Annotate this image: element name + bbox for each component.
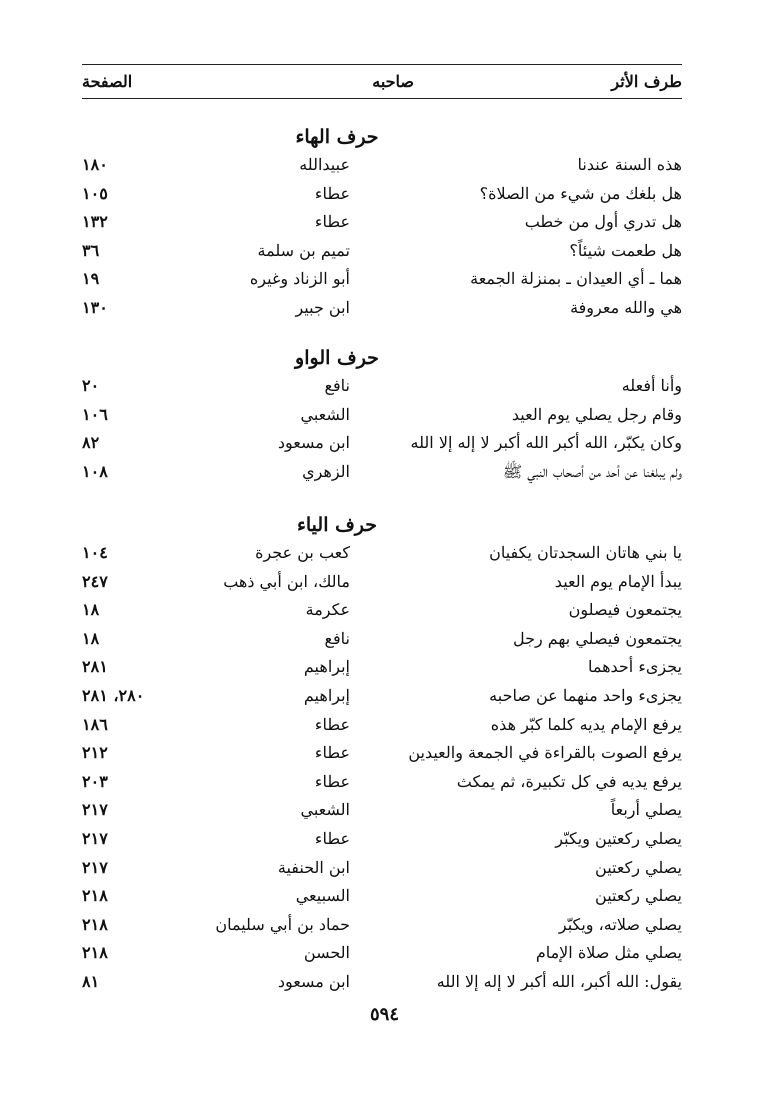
index-row [82,855,682,884]
row-name: الزهري [302,461,350,481]
section-haa [82,122,682,324]
row-name: إبراهيم [303,657,350,677]
row-text: وأنا أفعله [621,376,682,395]
index-row [82,683,682,712]
index-row [82,797,682,826]
header-trf-label: طرف الأثر [611,72,682,91]
index-row [82,402,682,431]
row-text: هي والله معروفة [570,297,682,317]
row-name: كعب بن عجرة [255,543,350,562]
row-text: يجتمعون فيصلي بهم رجل [512,628,682,648]
table-header [82,66,682,98]
row-text: ولم يبلغنا عن أحد من أصحاب النبي ﷺ [502,461,682,481]
row-text: هل طعمت شيئاً؟ [569,240,682,260]
row-text: يصلي ركعتين [595,857,682,877]
row-text: يجزىء أحدهما [587,657,682,677]
row-page: ١٨ [82,600,100,620]
row-text: يبدأ الإمام يوم العيد [554,571,682,591]
row-name: الشعبي [300,404,350,424]
row-page: ٢١٨ [82,943,108,963]
row-page: ٢١٢ [82,743,108,763]
row-page: ١٠٦ [82,404,108,424]
row-name: عطاء [314,183,350,203]
row-name: ابن الحنفية [277,857,350,877]
row-text: وقام رجل يصلي يوم العيد [511,404,682,424]
index-row [82,430,682,459]
section-title: حرف الواو [295,347,379,369]
row-page: ٢١٧ [82,857,108,877]
row-name: نافع [324,628,350,648]
row-page: ٣٦ [82,240,100,260]
row-text: هل تدري أول من خطب [524,212,682,232]
index-row [82,940,682,969]
row-page: ١٣٢ [82,212,108,232]
row-page: ٢١٨ [82,886,108,906]
row-page: ٢٠٣ [82,771,108,791]
index-row [82,626,682,655]
section-title: حرف الياء [296,514,378,536]
row-name: حماد بن أبي سليمان [215,914,350,934]
row-text: هما ـ أي العيدان ـ بمنزلة الجمعة [470,269,682,289]
row-page: ٢٨١ [82,657,108,677]
row-text: هل بلغك من شيء من الصلاة؟ [479,183,682,203]
row-page: ٢٨٠، ٢٨١ [82,685,145,705]
row-name: عطاء [314,771,350,791]
header-sahib-label: صاحبه [372,72,414,91]
row-name: مالك، ابن أبي ذهب [223,571,350,591]
row-page: ٢١٨ [82,914,108,934]
header-bottom-rule [82,98,682,99]
index-row [82,540,682,569]
row-text: يصلي ركعتين ويكبّر [555,828,682,848]
row-page: ١٨ [82,628,100,648]
row-text: يقول: الله أكبر، الله أكبر لا إله إلا الله [436,971,682,991]
row-page: ٨١ [82,971,100,991]
index-row [82,459,682,488]
index-row [82,569,682,598]
row-name: ابن مسعود [277,433,350,453]
row-text: يصلي ركعتين [595,886,682,906]
row-name: أبو الزناد وغيره [249,269,350,289]
row-page: ١٨٦ [82,714,108,734]
section-yaa [82,510,682,998]
row-text: يرفع الصوت بالقراءة في الجمعة والعيدين [408,743,682,763]
index-row [82,654,682,683]
row-name: ابن مسعود [277,971,350,991]
row-page: ١٩ [82,269,100,289]
row-name: نافع [324,376,350,395]
index-row [82,740,682,769]
row-text: يصلي مثل صلاة الإمام [535,943,682,963]
index-row [82,969,682,998]
row-name: الشعبي [300,800,350,820]
row-page: ١٨٠ [82,155,108,174]
row-name: عطاء [314,714,350,734]
row-text: يرفع الإمام يديه كلما كبّر هذه [490,714,682,734]
index-row [82,181,682,210]
header-page-label: الصفحة [82,72,133,91]
row-name: تميم بن سلمة [257,240,350,260]
row-text: هذه السنة عندنا [577,155,682,174]
header-top-rule [82,64,682,65]
row-name: عبيدالله [299,155,350,174]
row-page: ٢١٧ [82,828,108,848]
row-name: ابن جبير [295,297,350,317]
row-page: ٢١٧ [82,800,108,820]
index-row [82,295,682,324]
row-name: عطاء [314,828,350,848]
row-page: ١٣٠ [82,297,108,317]
row-name: إبراهيم [303,685,350,705]
row-text: وكان يكبّر، الله أكبر الله أكبر لا إله إلا الله [410,433,682,453]
row-page: ١٠٨ [82,461,108,481]
section-waw [82,343,682,487]
row-text: يا بني هاتان السجدتان يكفيان [489,543,682,562]
row-text: يرفع يديه في كل تكبيرة، ثم يمكث [456,771,682,791]
section-title: حرف الهاء [295,126,379,148]
row-text: يجتمعون فيصلون [568,600,682,620]
row-text: يصلي صلاته، ويكبّر [558,914,682,934]
row-page: ١٠٤ [82,543,108,562]
index-row [82,597,682,626]
index-row [82,209,682,238]
index-row [82,266,682,295]
index-row [82,769,682,798]
index-row [82,712,682,741]
index-row [82,826,682,855]
row-name: عطاء [314,212,350,232]
row-text: يصلي أربعاً [610,800,682,820]
row-name: الحسن [303,943,350,963]
index-row [82,912,682,941]
index-row [82,883,682,912]
row-text: يجزىء واحد منهما عن صاحبه [489,685,682,705]
page-number: ٥٩٤ [369,1004,399,1025]
row-page: ٢٠ [82,376,100,395]
index-row [82,373,682,402]
row-page: ٢٤٧ [82,571,108,591]
index-row [82,152,682,181]
row-page: ٨٢ [82,433,100,453]
index-row [82,238,682,267]
row-name: عكرمة [305,600,350,620]
row-name: عطاء [314,743,350,763]
row-page: ١٠٥ [82,183,108,203]
row-name: السبيعي [295,886,350,906]
